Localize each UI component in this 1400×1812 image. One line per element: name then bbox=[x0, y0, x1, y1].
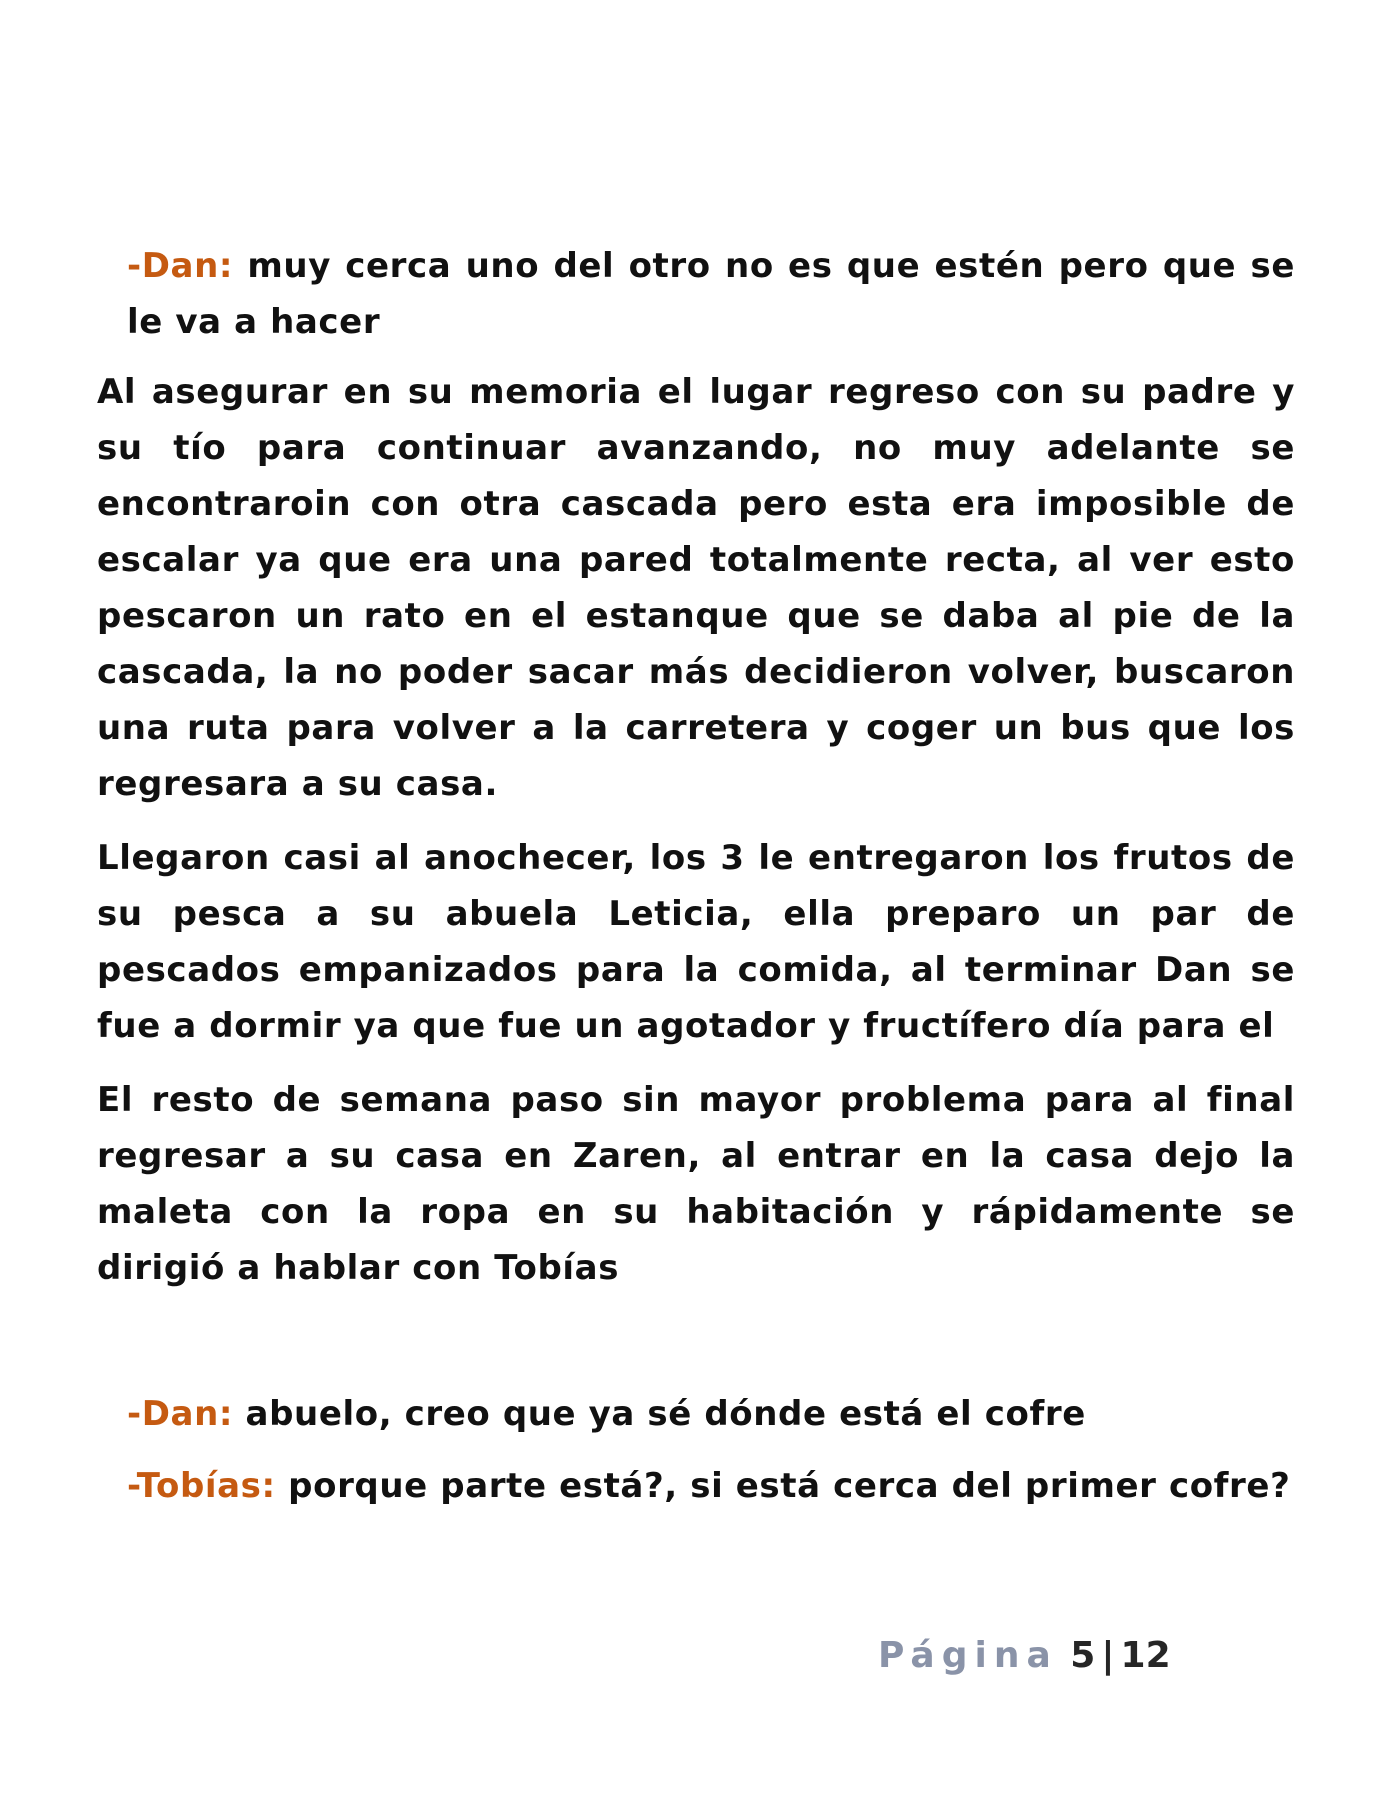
paragraph-1: Al asegurar en su memoria el lugar regreso con su padre y su tío para continuar avanzando, no muy adelante se encontraroin con otra cascada pero esta era imposible de escalar ya que era una pared totalmente recta, al ver esto pescaron un rato en el estanque que se daba al pie de la cascada, la no poder sacar más decidieron volver, buscaron una ruta para volver a la carretera y coger un bus que los regresara a su casa. bbox=[97, 372, 1295, 804]
paragraph-2: Llegaron casi al anochecer, los 3 le entregaron los frutos de su pesca a su abuela Leticia, ella preparo un par de pescados empanizados para la comida, al terminar Dan se fue a dormir ya que fue un agotador y fructífero día para el bbox=[97, 838, 1295, 1046]
page-number: 5 bbox=[1070, 1635, 1096, 1676]
dialogue-line-dan-2 bbox=[127, 1386, 1295, 1442]
speaker-label: -Dan: bbox=[127, 246, 234, 286]
page-footer bbox=[878, 1628, 1171, 1684]
paragraph-3: El resto de semana paso sin mayor problema para al final regresar a su casa en Zaren, al entrar en la casa dejo la maleta con la ropa en su habitación y rápidamente se dirigió a hablar con Tobías bbox=[97, 1080, 1295, 1288]
page-word: Página bbox=[878, 1635, 1058, 1676]
dialogue-text: muy cerca uno del otro no es que estén pero que se le va a hacer bbox=[127, 246, 1295, 342]
spacer bbox=[97, 1314, 1295, 1386]
page-separator: | bbox=[1101, 1635, 1115, 1676]
speaker-label: -Tobías: bbox=[127, 1466, 276, 1506]
dialogue-line-dan bbox=[127, 238, 1295, 350]
dialogue-text: porque parte está?, si está cerca del primer cofre? bbox=[275, 1466, 1291, 1506]
page-total: 12 bbox=[1120, 1635, 1171, 1676]
page-content bbox=[97, 238, 1295, 1530]
dialogue-text: abuelo, creo que ya sé dónde está el cofre bbox=[233, 1394, 1086, 1434]
speaker-label: -Dan: bbox=[127, 1394, 234, 1434]
dialogue-line-tobias bbox=[127, 1458, 1295, 1514]
